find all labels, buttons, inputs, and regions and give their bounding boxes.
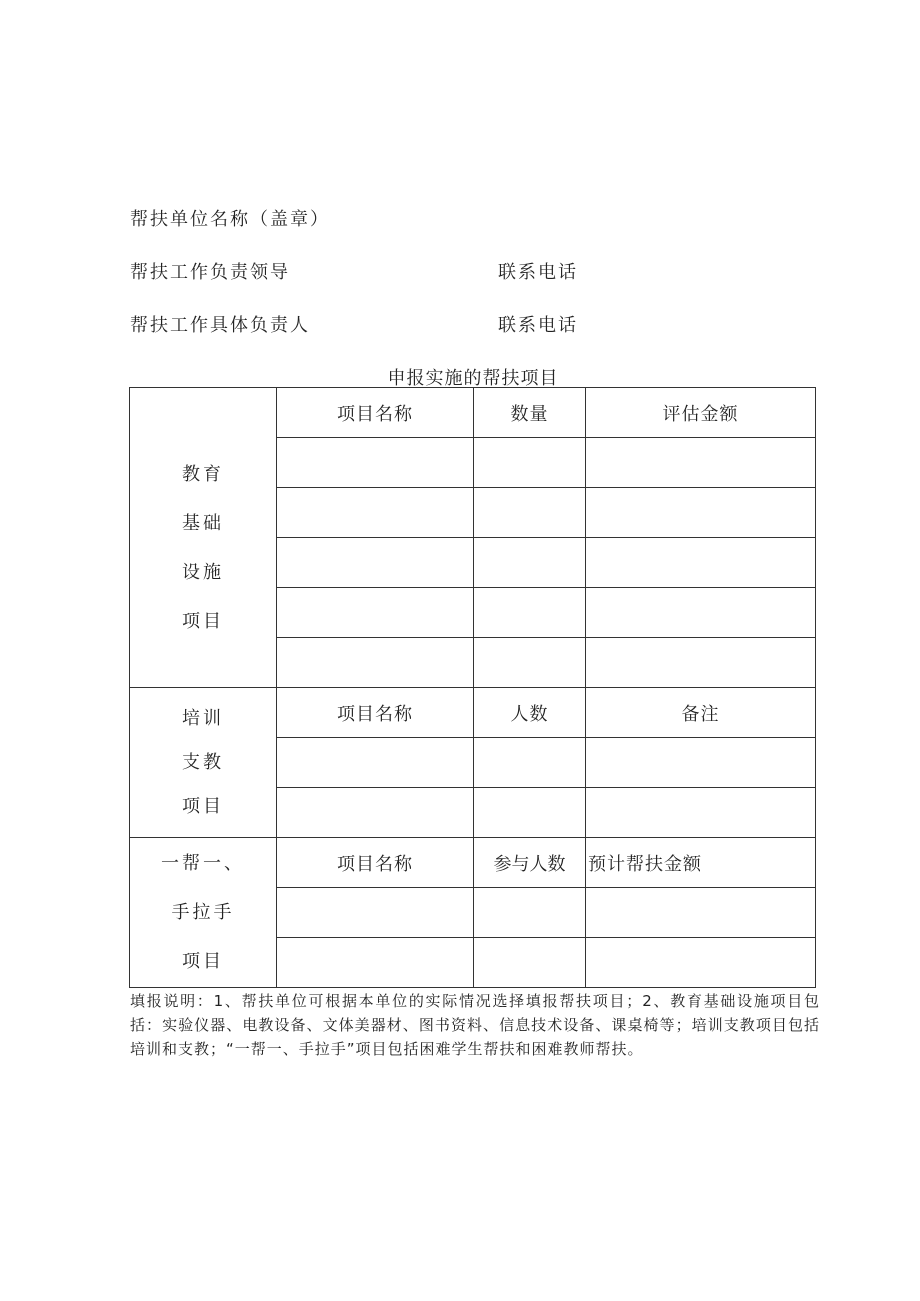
- table-cell[interactable]: [277, 438, 474, 488]
- category-line: 项目: [182, 951, 224, 972]
- table-cell[interactable]: [586, 788, 816, 838]
- category-line: 培训: [182, 707, 224, 729]
- column-header: 人数: [474, 688, 586, 738]
- table-cell[interactable]: [586, 888, 816, 938]
- table-cell[interactable]: [586, 538, 816, 588]
- table-cell[interactable]: [586, 938, 816, 988]
- category-line: 一帮一、: [161, 853, 245, 874]
- category-line: 手拉手: [171, 902, 235, 923]
- category-line: 教育: [182, 463, 224, 485]
- table-cell[interactable]: [277, 938, 474, 988]
- table-cell[interactable]: [474, 788, 586, 838]
- person-label: 帮扶工作具体负责人: [130, 315, 310, 336]
- table-cell[interactable]: [586, 738, 816, 788]
- table-cell[interactable]: [474, 438, 586, 488]
- table-cell[interactable]: [277, 638, 474, 688]
- filling-instructions: 填报说明：1、帮扶单位可根据本单位的实际情况选择填报帮扶项目；2、教育基础设施项目包括：实验仪器、电教设备、文体美器材、图书资料、信息技术设备、课桌椅等；培训支教项目包括培训和支教；“一帮一、手拉手”项目包括困难学生帮扶和困难教师帮扶。: [130, 992, 820, 1058]
- table-cell[interactable]: [277, 588, 474, 638]
- table-cell[interactable]: [586, 588, 816, 638]
- table-row: [130, 388, 816, 438]
- table-cell[interactable]: [474, 738, 586, 788]
- unit-name-label: 帮扶单位名称（盖章）: [130, 209, 330, 230]
- table-cell[interactable]: [277, 738, 474, 788]
- category-education-infrastructure: [130, 388, 277, 688]
- column-header: 项目名称: [277, 688, 474, 738]
- table-cell[interactable]: [474, 888, 586, 938]
- table-cell[interactable]: [277, 488, 474, 538]
- column-header: 评估金额: [586, 388, 816, 438]
- category-training-support: [130, 688, 277, 838]
- table-cell[interactable]: [586, 638, 816, 688]
- leader-phone-label: 联系电话: [498, 262, 578, 283]
- table-cell[interactable]: [474, 488, 586, 538]
- table-cell[interactable]: [474, 588, 586, 638]
- table-cell[interactable]: [277, 788, 474, 838]
- category-line: 设施: [182, 561, 224, 583]
- project-table: [129, 387, 816, 988]
- category-line: 项目: [182, 795, 224, 817]
- person-phone-label: 联系电话: [498, 315, 578, 336]
- table-cell[interactable]: [277, 888, 474, 938]
- category-one-helps-one: [130, 838, 277, 988]
- table-cell[interactable]: [586, 438, 816, 488]
- table-cell[interactable]: [586, 488, 816, 538]
- table-row: [130, 838, 816, 888]
- category-line: 项目: [182, 610, 224, 632]
- table-title: 申报实施的帮扶项目: [387, 368, 559, 389]
- table-cell[interactable]: [474, 938, 586, 988]
- column-header: 参与人数: [474, 838, 586, 888]
- column-header: 数量: [474, 388, 586, 438]
- category-line: 支教: [182, 751, 224, 773]
- column-header: 备注: [586, 688, 816, 738]
- column-header: 项目名称: [277, 838, 474, 888]
- table-cell[interactable]: [277, 538, 474, 588]
- table-cell[interactable]: [474, 538, 586, 588]
- column-header: 预计帮扶金额: [586, 838, 816, 888]
- table-cell[interactable]: [474, 638, 586, 688]
- table-row: [130, 688, 816, 738]
- leader-label: 帮扶工作负责领导: [130, 262, 290, 283]
- category-line: 基础: [182, 512, 224, 534]
- column-header: 项目名称: [277, 388, 474, 438]
